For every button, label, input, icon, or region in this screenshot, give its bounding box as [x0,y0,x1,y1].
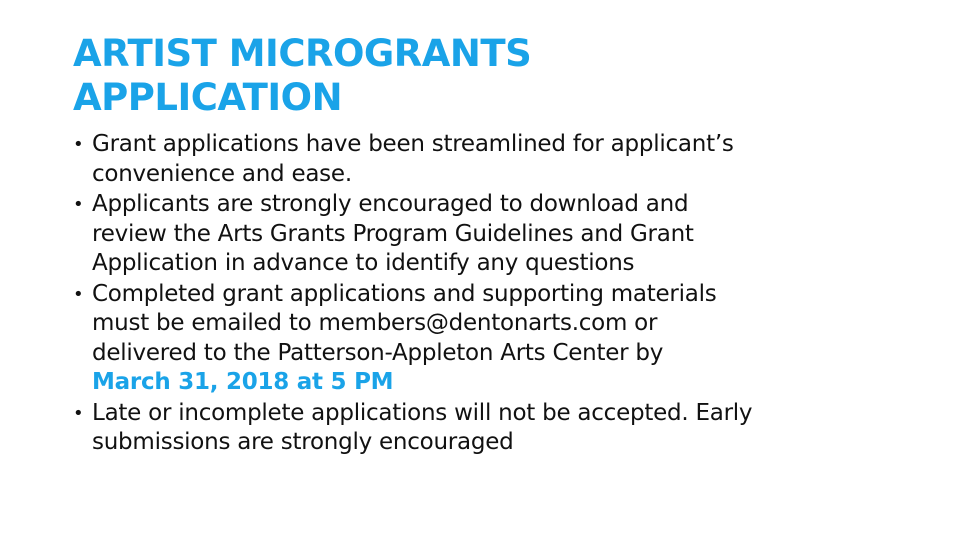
bullet-item-streamlined [73,130,913,189]
bullet-text-line: must be emailed to members@dentonarts.com or [92,310,658,336]
bullet-marker: • [73,194,84,215]
bullet-text-line: submissions are strongly encouraged [92,429,514,455]
title-line-1: ARTIST MICROGRANTS [73,32,532,75]
slide-title [73,32,893,120]
title-line-2: APPLICATION [73,76,343,119]
deadline-text: March 31, 2018 at 5 PM [92,369,394,395]
bullet-marker: • [73,402,84,424]
bullet-text-line: Completed grant applications and supporting materials [92,280,717,307]
bullet-marker: • [73,283,84,305]
bullet-text-line: delivered to the Patterson-Appleton Arts Center by [92,339,664,366]
bullet-text-line: Application in advance to identify any questions [92,250,635,276]
bullet-item-submission [73,280,913,398]
bullet-text-line: convenience and ease. [92,160,352,187]
bullet-text-line: Grant applications have been streamlined for applicant’s [92,131,734,157]
bullet-item-download [73,190,913,279]
bullet-list [73,130,913,459]
bullet-text-line: Late or incomplete applications will not be accepted. Early [92,399,753,426]
bullet-text-line: Applicants are strongly encouraged to download and [92,191,689,217]
bullet-marker: • [73,134,84,155]
bullet-item-late [73,399,913,458]
bullet-text-line: review the Arts Grants Program Guidelines and Grant [92,220,694,247]
